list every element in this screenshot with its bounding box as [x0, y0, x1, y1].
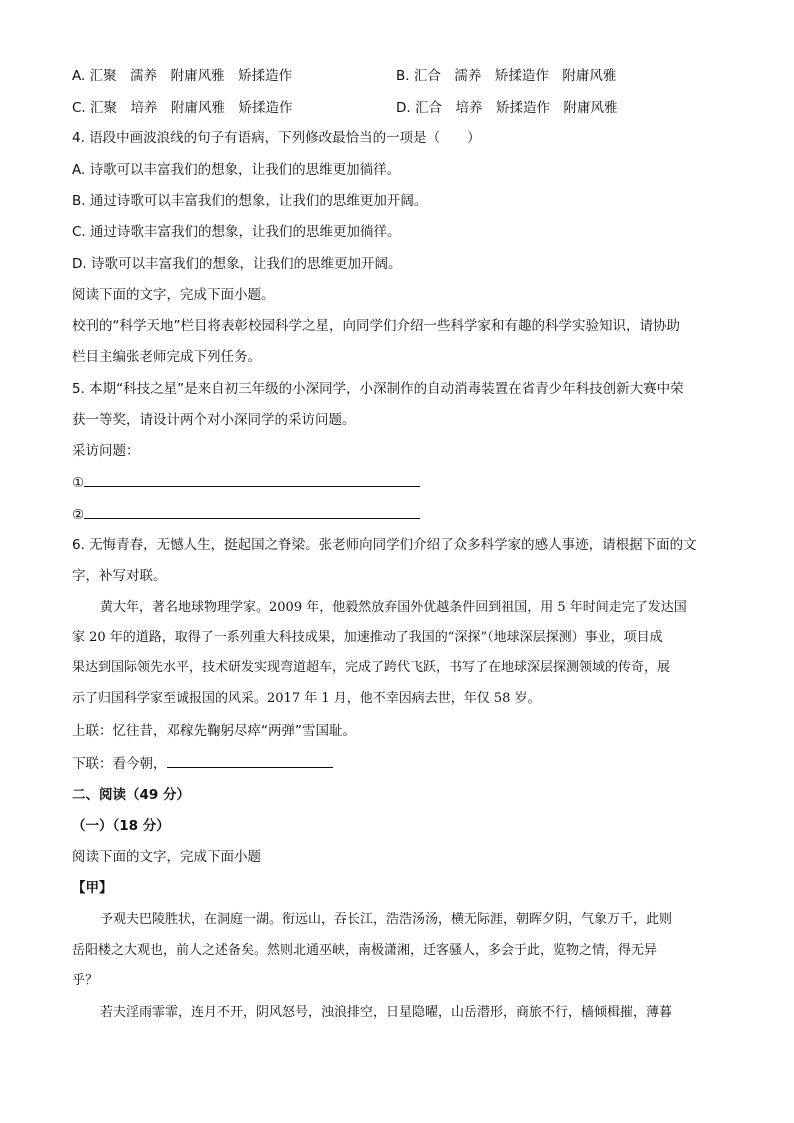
answer-line-2 — [72, 504, 420, 525]
passage-line: 黄大年，著名地球物理学家。2009 年，他毅然放弃国外优越条件回到祖国，用 5 年时间走完了发达国 — [100, 600, 687, 615]
section-title: 二、阅读（49 分） — [72, 787, 190, 803]
interview-label: 采访问题： — [72, 443, 140, 459]
question-5-stem: 5. 本期“科技之星”是来自初三年级的小深同学，小深制作的自动消毒装置在省青少年科技创新大赛中荣 — [72, 381, 684, 397]
option-a: A. 汇聚 濡养 附庸风雅 矫揉造作 — [72, 68, 293, 84]
passage-line: 若夫淫雨霏霏，连月不开，阴风怒号，浊浪排空，日星隐曜，山岳潜形，商旅不行，樯倾楫摧，薄暮 — [100, 1005, 673, 1020]
question-6-stem: 6. 无悔青春，无憾人生，挺起国之脊梁。张老师向同学们介绍了众多科学家的感人事迹，请根据下面的文 — [72, 537, 697, 553]
passage-line: 示了归国科学家至诚报国的风采。2017 年 1 月，他不幸因病去世，年仅 58 岁。 — [72, 691, 541, 706]
option-d: D. 诗歌可以丰富我们的想象，让我们的思维更加开阔。 — [72, 256, 402, 272]
circled-number: ② — [72, 507, 85, 523]
passage-line: 果达到国际领先水平，技术研发实现弯道超车，完成了跨代飞跃，书写了在地球深层探测领域的传奇，展 — [72, 660, 671, 675]
subsection-title: （一）（18 分） — [72, 818, 170, 834]
answer-line-1 — [72, 472, 420, 493]
option-a: A. 诗歌可以丰富我们的想象，让我们的思维更加徜徉。 — [72, 162, 401, 178]
instruction: 阅读下面的文字，完成下面小题。 — [72, 287, 275, 303]
passage-line: 乎？ — [72, 973, 99, 988]
passage-line: 予观夫巴陵胜状，在洞庭一湖。衔远山，吞长江，浩浩汤汤，横无际涯，朝晖夕阴，气象万千，此则 — [100, 912, 673, 927]
question-5-stem: 获一等奖，请设计两个对小深同学的采访问题。 — [72, 412, 356, 428]
intro-line: 栏目主编张老师完成下列任务。 — [72, 349, 261, 365]
option-d: D. 汇合 培养 矫揉造作 附庸风雅 — [396, 100, 618, 116]
question-6-stem: 字，补写对联。 — [72, 568, 167, 584]
answer-blank[interactable] — [167, 753, 333, 768]
passage-label: 【甲】 — [72, 880, 113, 896]
passage-line: 家 20 年的道路，取得了一系列重大科技成果，加速推动了我国的“深探”（地球深层探测）事业，项目成 — [72, 630, 663, 645]
intro-line: 校刊的“科学天地”栏目将表彰校园科学之星，向同学们介绍一些科学家和有趣的科学实验知识，请协助 — [72, 318, 680, 334]
option-b: B. 汇合 濡养 矫揉造作 附庸风雅 — [396, 68, 617, 84]
option-c: C. 通过诗歌丰富我们的想象，让我们的思维更加徜徉。 — [72, 224, 401, 240]
circled-number: ① — [72, 475, 85, 491]
couplet-lower-label: 下联：看今朝， — [72, 756, 167, 772]
answer-blank[interactable] — [84, 472, 420, 487]
option-b: B. 通过诗歌可以丰富我们的想象，让我们的思维更加开阔。 — [72, 193, 428, 209]
couplet-upper: 上联：忆往昔，邓稼先鞠躬尽瘁“两弹”雪国耻。 — [72, 723, 356, 739]
passage-line: 岳阳楼之大观也，前人之述备矣。然则北通巫峡，南极潇湘，迁客骚人，多会于此，览物之情，得无异 — [72, 943, 658, 958]
answer-blank[interactable] — [84, 504, 420, 519]
instruction: 阅读下面的文字，完成下面小题 — [72, 849, 261, 865]
question-4-stem: 4. 语段中画波浪线的句子有语病，下列修改最恰当的一项是（ ） — [72, 130, 481, 146]
couplet-lower — [72, 753, 333, 774]
option-c: C. 汇聚 培养 附庸风雅 矫揉造作 — [72, 100, 293, 116]
